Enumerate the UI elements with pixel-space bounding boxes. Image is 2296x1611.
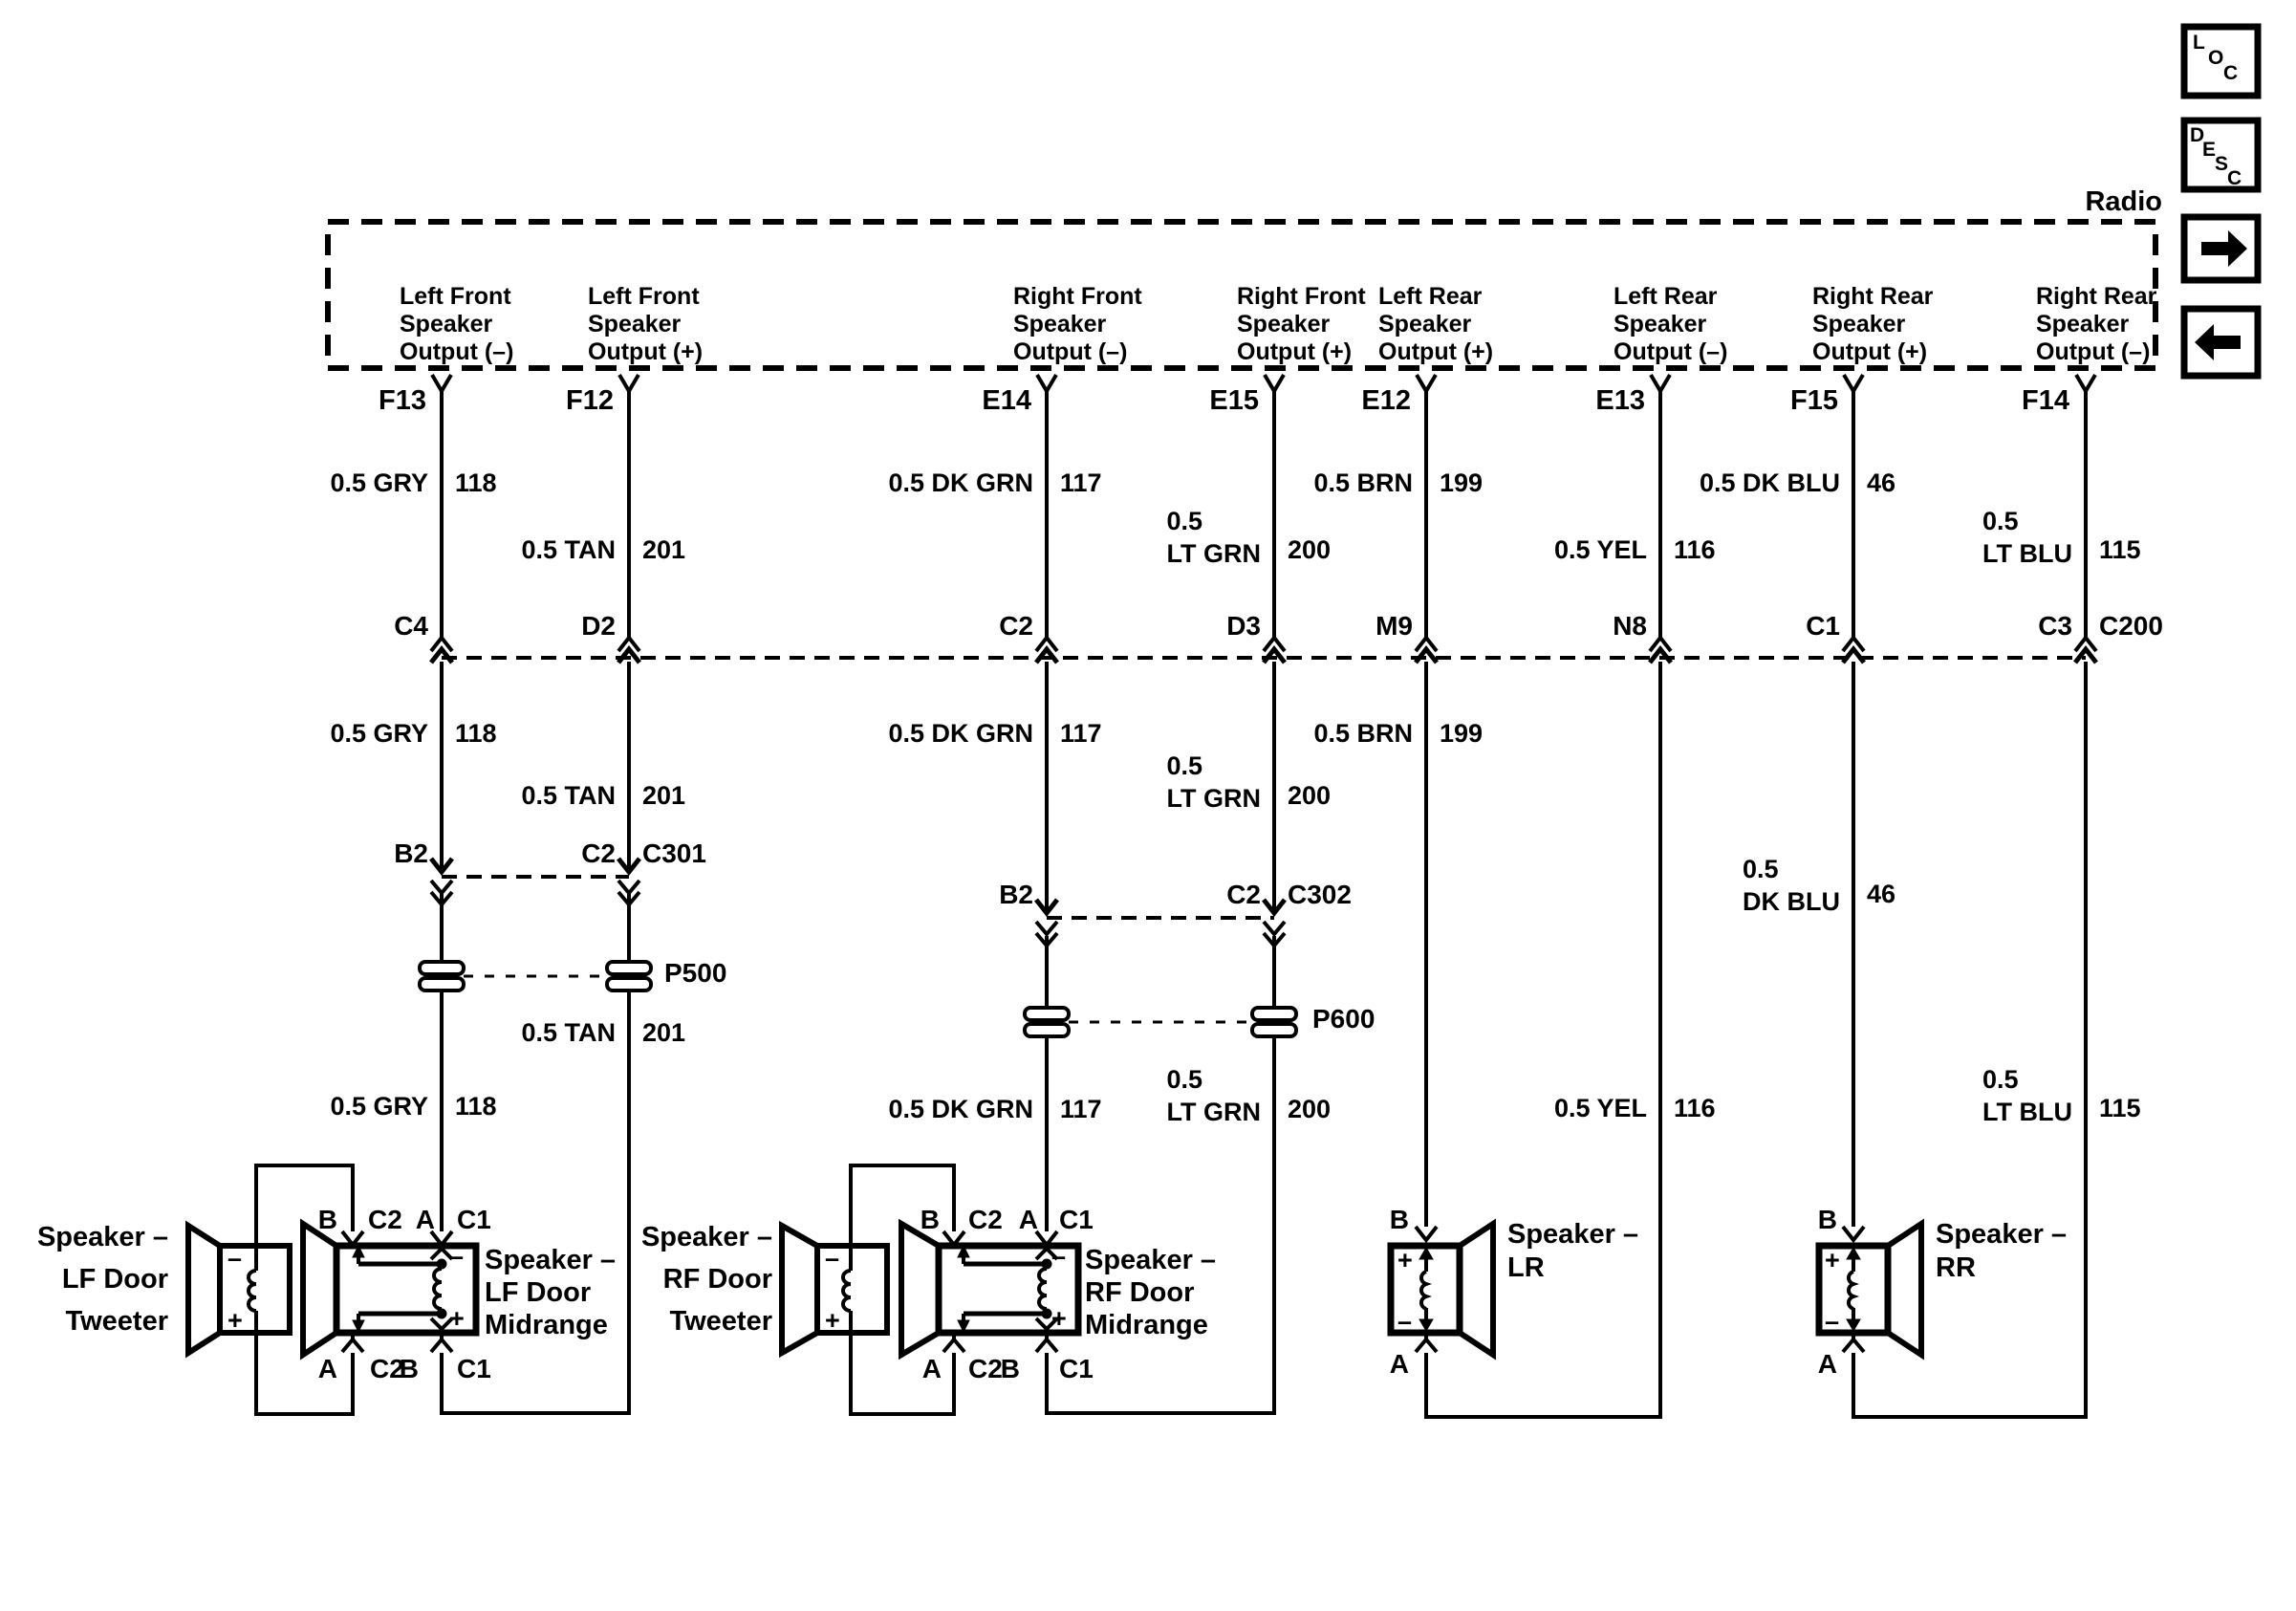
wire-circuit: 46 — [1867, 468, 1896, 497]
pin-letter: C1 — [1059, 1354, 1094, 1383]
wire-label: 0.5 LT GRN — [1166, 1065, 1261, 1126]
c200-pin: N8 — [1613, 611, 1647, 641]
wire-label: 0.5 TAN — [521, 535, 616, 564]
c200-terminals — [431, 638, 2096, 663]
rr-speaker-label: Speaker – RR — [1936, 1219, 2068, 1283]
pin-letter: C2 — [968, 1205, 1003, 1234]
wire-label: 0.5 YEL — [1553, 535, 1647, 564]
radio-pin: F13 — [379, 385, 426, 416]
wire-circuit: 199 — [1440, 468, 1484, 497]
wire-label: 0.5 GRY — [330, 468, 428, 497]
c200-pin: C1 — [1806, 611, 1840, 641]
pin-letter: C1 — [1059, 1205, 1094, 1234]
pin-letter: B — [1817, 1205, 1837, 1234]
plus-sign: + — [825, 1306, 840, 1335]
p600-name: P600 — [1312, 1004, 1375, 1034]
c302-name: C302 — [1288, 880, 1352, 909]
radio-output-label: Left Rear Speaker Output (–) — [1614, 283, 1728, 365]
page-title: Radio — [2085, 186, 2162, 217]
wire-circuit: 46 — [1867, 880, 1896, 908]
p500-name: P500 — [664, 958, 727, 988]
radio-output-label: Right Front Speaker Output (–) — [1013, 283, 1142, 365]
wire-circuit: 117 — [1060, 719, 1102, 748]
plus-sign: + — [1051, 1304, 1067, 1333]
radio-pin: E13 — [1595, 385, 1645, 416]
radio-pin: E12 — [1361, 385, 1411, 416]
wire-label: 0.5 YEL — [1553, 1094, 1647, 1122]
radio-pin: E14 — [982, 385, 1031, 416]
lf-tweeter-label: Speaker – LF Door Tweeter — [36, 1222, 168, 1337]
wire-label: 0.5 LT BLU — [1982, 1065, 2072, 1126]
radio-pin: F15 — [1790, 385, 1838, 416]
wire-circuit: 200 — [1288, 1095, 1332, 1123]
c301-pin: C2 — [581, 838, 616, 868]
c200-name: C200 — [2099, 611, 2163, 641]
wire-circuit: 118 — [455, 719, 497, 748]
wire-circuit: 115 — [2099, 1094, 2141, 1122]
pin-letter: A — [1817, 1349, 1837, 1379]
radio-output-label: Left Rear Speaker Output (+) — [1378, 283, 1494, 365]
c200-pin: D3 — [1226, 611, 1261, 641]
wire-label: 0.5 DK BLU — [1743, 855, 1840, 916]
pin-letter: B — [1389, 1205, 1409, 1234]
radio-output-label: Right Front Speaker Output (+) — [1237, 283, 1366, 365]
next-page-button[interactable] — [2184, 217, 2258, 280]
loc-letter: L — [2193, 32, 2205, 54]
wire-circuit: 117 — [1060, 468, 1102, 497]
minus-sign: – — [1397, 1307, 1413, 1336]
wire-label: 0.5 TAN — [521, 1018, 616, 1047]
wire-label: 0.5 GRY — [330, 719, 428, 748]
minus-sign: – — [227, 1244, 243, 1273]
minus-sign: – — [1051, 1242, 1067, 1271]
loc-letter: O — [2208, 47, 2224, 69]
prev-page-button[interactable] — [2184, 309, 2258, 376]
wire-label: 0.5 LT GRN — [1166, 751, 1261, 813]
plus-sign: + — [449, 1304, 465, 1333]
pin-letter: A — [1018, 1205, 1038, 1234]
minus-sign: – — [449, 1242, 465, 1271]
wire-label: 0.5 LT GRN — [1166, 507, 1261, 568]
c200-pin: M9 — [1375, 611, 1413, 641]
c301-pin: B2 — [394, 838, 428, 868]
wire-circuit: 118 — [455, 1092, 497, 1121]
wire-circuit: 116 — [1674, 1094, 1716, 1122]
desc-letter: E — [2202, 139, 2217, 161]
c200-pin: C4 — [394, 611, 428, 641]
wire-label: 0.5 GRY — [330, 1092, 428, 1121]
pin-letter: A — [415, 1205, 435, 1234]
c302-pin: C2 — [1226, 880, 1261, 909]
pin-letter: A — [921, 1354, 942, 1383]
minus-sign: – — [1825, 1307, 1840, 1336]
rf-tweeter-label: Speaker – RF Door Tweeter — [640, 1222, 772, 1337]
plus-sign: + — [1825, 1246, 1840, 1274]
wire-label: 0.5 DK GRN — [888, 1095, 1033, 1123]
radio-output-label: Right Rear Speaker Output (+) — [1812, 283, 1934, 365]
radio-pin: F14 — [2022, 385, 2069, 416]
wire-circuit: 200 — [1288, 781, 1332, 810]
pin-letter: A — [317, 1354, 337, 1383]
pin-letter: C2 — [968, 1354, 1003, 1383]
pin-letter: C1 — [457, 1205, 491, 1234]
desc-letter: S — [2215, 153, 2229, 175]
pin-letter: B — [920, 1205, 940, 1234]
radio-pin: E15 — [1209, 385, 1259, 416]
desc-letter: C — [2227, 167, 2242, 189]
wire-label: 0.5 DK GRN — [888, 719, 1033, 748]
c200-pin: D2 — [581, 611, 616, 641]
pin-letter: C2 — [370, 1354, 404, 1383]
radio-output-label: Left Front Speaker Output (+) — [588, 283, 704, 365]
wire-circuit: 201 — [642, 781, 686, 810]
wire-label: 0.5 BRN — [1313, 719, 1413, 748]
c200-pin: C2 — [999, 611, 1033, 641]
wire-label: 0.5 DK BLU — [1699, 468, 1840, 497]
lr-speaker-label: Speaker – LR — [1507, 1219, 1639, 1283]
radio-output-label: Right Rear Speaker Output (–) — [2036, 283, 2157, 365]
wire-circuit: 201 — [642, 535, 686, 564]
wire-label: 0.5 BRN — [1313, 468, 1413, 497]
lf-midrange-label: Speaker – LF Door Midrange — [485, 1245, 617, 1340]
pin-letter: B — [1000, 1354, 1020, 1383]
wire-circuit: 116 — [1674, 535, 1716, 564]
pin-letter: A — [1389, 1349, 1409, 1379]
desc-letter: D — [2190, 124, 2205, 146]
pin-letter: B — [399, 1354, 419, 1383]
radio-pin-forks — [432, 375, 2095, 391]
wire-circuit: 117 — [1060, 1095, 1102, 1123]
c302-pin: B2 — [999, 880, 1033, 909]
pin-letter: B — [317, 1205, 337, 1234]
wire-label: 0.5 LT BLU — [1982, 507, 2072, 568]
radio-output-label: Left Front Speaker Output (–) — [400, 283, 514, 365]
pin-letter: C1 — [457, 1354, 491, 1383]
wire-circuit: 118 — [455, 468, 497, 497]
wire-label: 0.5 TAN — [521, 781, 616, 810]
pin-letter: C2 — [368, 1205, 402, 1234]
wire-circuit: 200 — [1288, 535, 1332, 564]
wire-circuit: 199 — [1440, 719, 1484, 748]
minus-sign: – — [825, 1244, 840, 1273]
loc-letter: C — [2223, 62, 2239, 84]
rf-midrange-label: Speaker – RF Door Midrange — [1085, 1245, 1217, 1340]
c200-pin: C3 — [2038, 611, 2072, 641]
radio-pin: F12 — [566, 385, 614, 416]
wire-circuit: 115 — [2099, 535, 2141, 564]
c301-name: C301 — [642, 838, 706, 868]
wire-label: 0.5 DK GRN — [888, 468, 1033, 497]
wire-circuit: 201 — [642, 1018, 686, 1047]
plus-sign: + — [227, 1306, 243, 1335]
plus-sign: + — [1397, 1246, 1413, 1274]
